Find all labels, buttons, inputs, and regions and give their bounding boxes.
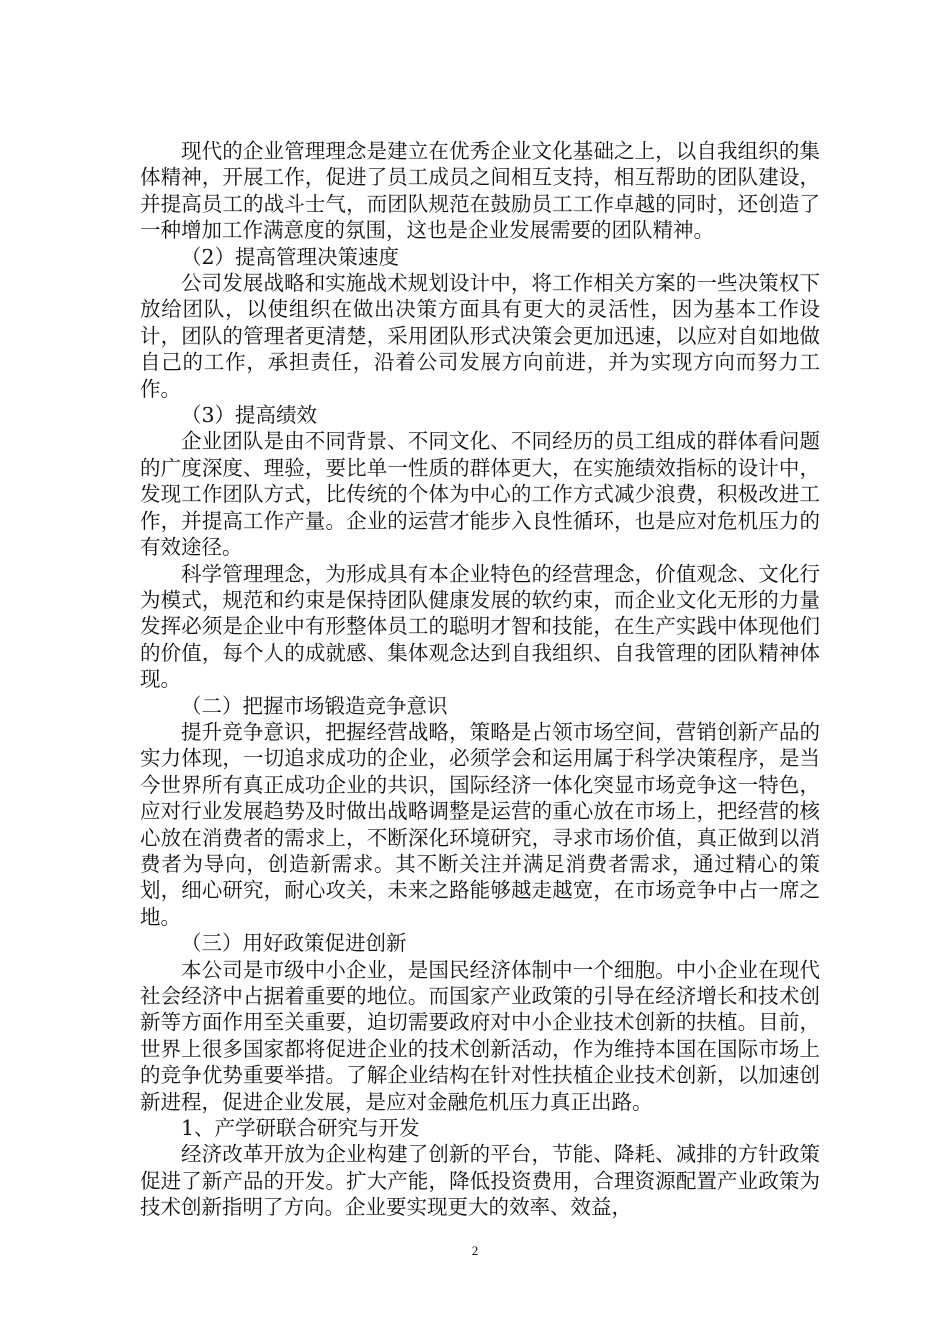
- page-number: 2: [471, 1243, 479, 1258]
- paragraph-performance: 企业团队是由不同背景、不同文化、不同经历的员工组成的群体看问题的广度深度、理验，要比单一性质的群体更大，在实施绩效指标的设计中，发现工作团队方式，比传统的个体为中心的工作方式减少浪费，积极改进工作，并提高工作产量。企业的运营才能步入良性循环，也是应对危机压力的有效途径。: [140, 429, 820, 560]
- paragraph-policy-innovation: 本公司是市级中小企业，是国民经济体制中一个细胞。中小企业在现代社会经济中占据着重要的地位。而国家产业政策的引导在经济增长和技术创新等方面作用至关重要，迫切需要政府对中小企业技术创新的扶植。目前，世界上很多国家都将促进企业的技术创新活动，作为维持本国在国际市场上的竞争优势重要举措。了解企业结构在针对性扶植企业技术创新，以加速创新进程，促进企业发展，是应对金融危机压力真正出路。: [140, 957, 820, 1114]
- heading-decision-speed: （2）提高管理决策速度: [181, 244, 400, 269]
- paragraph-decision-speed: 公司发展战略和实施战术规划设计中，将工作相关方案的一些决策权下放给团队，以使组织在做出决策方面具有更大的灵活性，因为基本工作设计，团队的管理者更清楚，采用团队形式决策会更加迅速，以应对自如地做自己的工作，承担责任，沿着公司发展方向前进，并为实现方向而努力工作。: [140, 271, 820, 401]
- heading-market-competition: （二）把握市场锻造竞争意识: [181, 693, 448, 718]
- heading-industry-research: 1、产学研联合研究与开发: [181, 1116, 420, 1141]
- paragraph-management-concept: 科学管理理念，为形成具有本企业特色的经营理念，价值观念、文化行为模式，规范和约束是保持团队健康发展的软约束，而企业文化无形的力量发挥必须是企业中有形整体员工的聪明才智和技能，在生产实践中体现他们的价值，每个人的成就感、集体观念达到自我组织、自我管理的团队精神体现。: [140, 561, 820, 692]
- body-text: [140, 138, 820, 1221]
- paragraph-industry-research: 经济改革开放为企业构建了创新的平台，节能、降耗、减排的方针政策促进了新产品的开发。扩大产能，降低投资费用，合理资源配置产业政策为技术创新指明了方向。企业要实现更大的效率、效益，: [140, 1142, 820, 1220]
- paragraph-market-competition: 提升竞争意识，把握经营战略，策略是占领市场空间，营销创新产品的实力体现，一切追求成功的企业，必须学会和运用属于科学决策程序，是当今世界所有真正成功企业的共识，国际经济一体化突显市场竞争这一特色，应对行业发展趋势及时做出战略调整是运营的重心放在市场上，把经营的核心放在消费者的需求上，不断深化环境研究，寻求市场价值，真正做到以消费者为导向，创造新需求。其不断关注并满足消费者需求，通过精心的策划，细心研究，耐心攻关，未来之路能够越走越宽，在市场竞争中占一席之地。: [140, 719, 820, 929]
- paragraph-team-spirit: 现代的企业管理理念是建立在优秀企业文化基础之上，以自我组织的集体精神，开展工作，促进了员工成员之间相互支持，相互帮助的团队建设，并提高员工的战斗士气，而团队规范在鼓励员工工作卓越的同时，还创造了一种增加工作满意度的氛围，这也是企业发展需要的团队精神。: [140, 139, 820, 243]
- heading-policy-innovation: （三）用好政策促进创新: [181, 931, 407, 956]
- heading-performance: （3）提高绩效: [181, 403, 318, 428]
